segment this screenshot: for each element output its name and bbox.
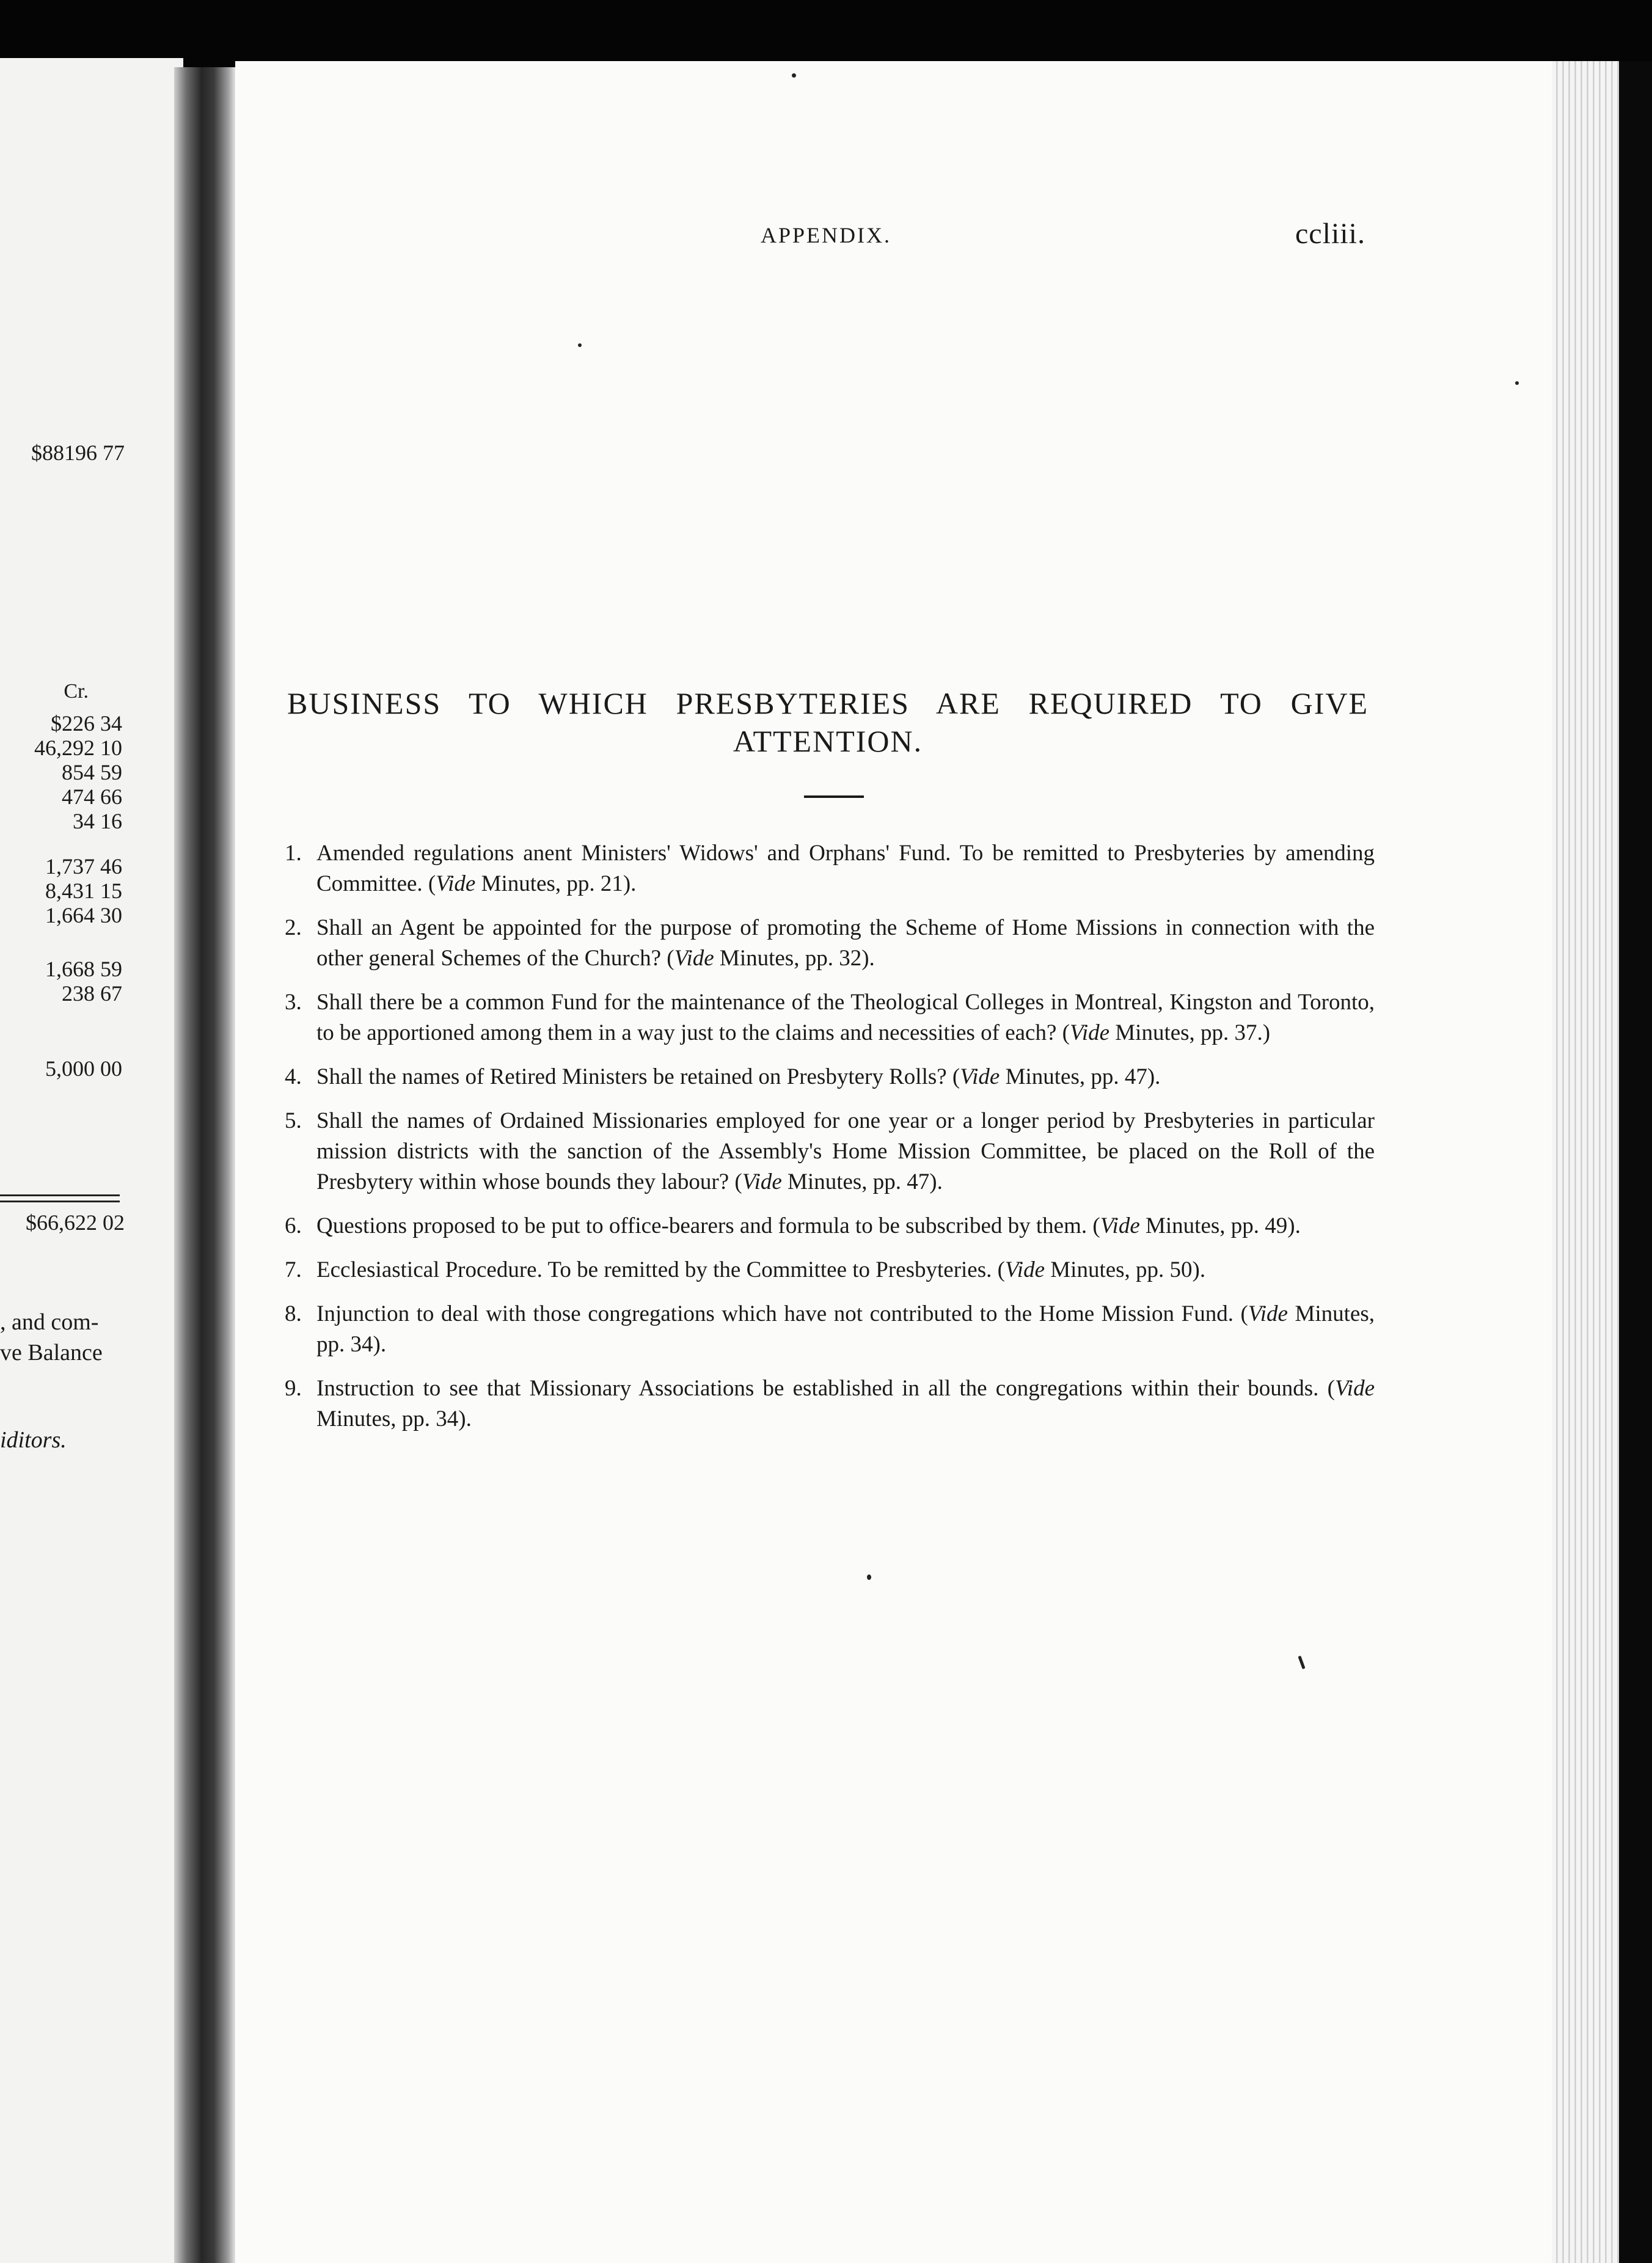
item-number: 8. xyxy=(285,1301,302,1326)
item-body: Injunction to deal with those congregations which have not contributed to the Home Mission Fund. ( xyxy=(316,1301,1248,1326)
item-reference: Minutes, pp. 34). xyxy=(316,1301,1375,1357)
item-vide: Vide xyxy=(1334,1376,1375,1401)
item-body: Questions proposed to be put to office-bearers and formula to be subscribed by them. ( xyxy=(316,1213,1100,1238)
item-body: Shall the names of Retired Ministers be retained on Presbytery Rolls? ( xyxy=(316,1064,960,1089)
item-number: 6. xyxy=(285,1213,302,1238)
item-number: 4. xyxy=(285,1064,302,1089)
left-amount: 1,664 30 xyxy=(45,903,122,927)
left-amount-top: $88196 77 xyxy=(31,441,125,465)
book-gutter xyxy=(174,67,235,2263)
list-item xyxy=(285,1211,1375,1241)
left-text-fragment: , and com- xyxy=(0,1309,99,1335)
page-number: ccliii. xyxy=(1295,218,1365,250)
page-edges xyxy=(1552,61,1619,2263)
item-text xyxy=(316,1299,1375,1360)
list-item xyxy=(285,1062,1375,1092)
item-vide: Vide xyxy=(960,1064,1000,1089)
item-number: 5. xyxy=(285,1108,302,1133)
item-number: 2. xyxy=(285,915,302,940)
item-text xyxy=(316,1106,1375,1197)
item-vide: Vide xyxy=(436,871,476,896)
item-reference: Minutes, pp. 37.) xyxy=(1109,1020,1271,1045)
left-amount: $226 34 xyxy=(51,711,122,736)
business-items-list xyxy=(285,838,1375,1448)
total-rule xyxy=(0,1201,120,1202)
item-body: Shall the names of Ordained Missionaries employed for one year or a longer period by Presbyteries in particular mission districts with the sanction of the Assembly's Home Mission Committee, be placed on the Roll of the Presbytery within whose bounds they labour? ( xyxy=(316,1108,1375,1194)
left-column-label: Cr. xyxy=(64,680,89,703)
item-number: 3. xyxy=(285,990,302,1015)
item-text xyxy=(316,1062,1375,1092)
list-item xyxy=(285,1373,1375,1435)
item-reference: Minutes, pp. 34). xyxy=(316,1406,472,1431)
left-amount: 34 16 xyxy=(73,809,122,833)
item-text xyxy=(316,1255,1375,1285)
item-vide: Vide xyxy=(674,946,714,971)
title-line-1: BUSINESS TO WHICH PRESBYTERIES ARE REQUIRED TO GIVE xyxy=(287,686,1369,720)
item-vide: Vide xyxy=(1100,1213,1140,1238)
page-edges-shadow xyxy=(1619,61,1652,2263)
item-body: Instruction to see that Missionary Associations be established in all the congregations within their bounds. ( xyxy=(316,1376,1335,1401)
scan-speck xyxy=(578,343,582,347)
scan-speck xyxy=(1515,381,1519,385)
item-text xyxy=(316,1373,1375,1435)
scan-speck xyxy=(792,73,796,78)
item-number: 1. xyxy=(285,841,302,866)
item-body: Ecclesiastical Procedure. To be remitted by the Committee to Presbyteries. ( xyxy=(316,1257,1005,1282)
item-reference: Minutes, pp. 50). xyxy=(1045,1257,1206,1282)
item-text xyxy=(316,913,1375,974)
left-amount: 46,292 10 xyxy=(34,736,122,760)
section-title xyxy=(287,684,1369,760)
item-text xyxy=(316,1211,1375,1241)
item-body: Amended regulations anent Ministers' Widows' and Orphans' Fund. To be remitted to Presbyteries by amending Committee. ( xyxy=(316,841,1375,896)
running-head: APPENDIX. xyxy=(761,223,892,247)
item-vide: Vide xyxy=(1004,1257,1045,1282)
item-vide: Vide xyxy=(1248,1301,1288,1326)
left-amount: 1,737 46 xyxy=(45,854,122,879)
title-line-2: ATTENTION. xyxy=(733,724,923,758)
item-reference: Minutes, pp. 21). xyxy=(475,871,637,896)
item-number: 7. xyxy=(285,1257,302,1282)
left-text-fragment: ve Balance xyxy=(0,1340,103,1365)
item-vide: Vide xyxy=(742,1169,782,1194)
left-total: $66,622 02 xyxy=(26,1210,125,1235)
list-item xyxy=(285,838,1375,899)
list-item xyxy=(285,1299,1375,1360)
left-amount: 1,668 59 xyxy=(45,957,122,981)
left-amount: 5,000 00 xyxy=(45,1056,122,1081)
item-text xyxy=(316,838,1375,899)
title-rule xyxy=(804,795,864,798)
total-rule xyxy=(0,1194,120,1196)
left-text-fragment: iditors. xyxy=(0,1427,67,1453)
left-amount: 238 67 xyxy=(62,981,122,1006)
item-reference: Minutes, pp. 47). xyxy=(1000,1064,1161,1089)
previous-page xyxy=(0,58,183,2263)
list-item xyxy=(285,913,1375,974)
item-reference: Minutes, pp. 49). xyxy=(1139,1213,1301,1238)
list-item xyxy=(285,1106,1375,1197)
scan-speck xyxy=(867,1574,871,1580)
item-reference: Minutes, pp. 47). xyxy=(781,1169,943,1194)
left-amount: 8,431 15 xyxy=(45,879,122,903)
item-body: Shall an Agent be appointed for the purpose of promoting the Scheme of Home Missions in connection with the other general Schemes of the Church? ( xyxy=(316,915,1375,971)
item-vide: Vide xyxy=(1069,1020,1110,1045)
left-amount: 474 66 xyxy=(62,784,122,809)
list-item xyxy=(285,987,1375,1048)
list-item xyxy=(285,1255,1375,1285)
left-amount: 854 59 xyxy=(62,760,122,784)
item-reference: Minutes, pp. 32). xyxy=(714,946,875,971)
item-number: 9. xyxy=(285,1376,302,1401)
item-body: Shall there be a common Fund for the maintenance of the Theological Colleges in Montreal, Kingston and Toronto, to be apportioned among them in a way just to the claims and necessities of each? ( xyxy=(316,990,1375,1045)
item-text xyxy=(316,987,1375,1048)
